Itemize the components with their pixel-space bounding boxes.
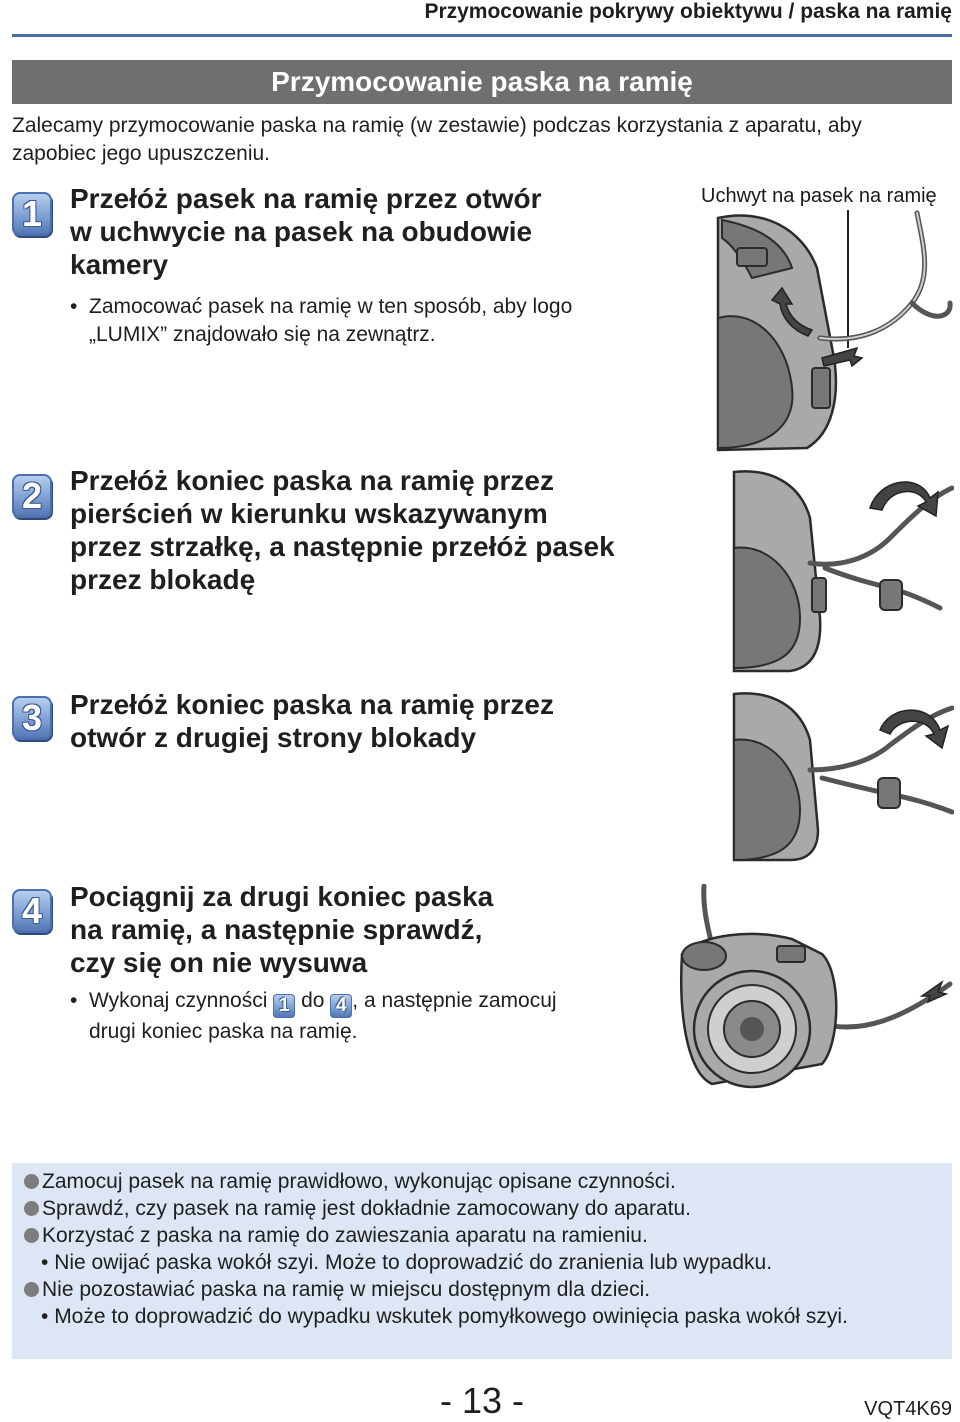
note-text: Korzystać z paska na ramię do zawieszania aparatu na ramieniu. (42, 1224, 648, 1247)
step-1-bullet-line: „LUMIX” znajdowało się na zewnątrz. (89, 323, 436, 346)
header-rule (12, 34, 952, 37)
note-item (24, 1276, 952, 1303)
running-header: Przymocowanie pokrywy obiektywu / paska na ramię (424, 0, 952, 23)
step-3-badge: 3 (12, 696, 52, 740)
step-2-title-line: przez blokadę (70, 564, 256, 595)
step-3-illustration (730, 690, 954, 862)
step-2-title-line: przez strzałkę, a następnie przełóż pasek (70, 531, 615, 562)
lens-center (740, 1017, 764, 1041)
step-2-title-line: pierścień w kierunku wskazywanym (70, 498, 548, 529)
strap-eyelet-label: Uchwyt na pasek na ramię (701, 185, 937, 207)
bullet-dot: • (70, 989, 78, 1012)
strap-lock-shape (880, 580, 902, 610)
mode-dial-shape (682, 942, 726, 970)
note-text: Zamocuj pasek na ramię prawidłowo, wykonując opisane czynności. (42, 1170, 676, 1193)
bullet-dot: • (70, 295, 78, 318)
note-item (24, 1168, 952, 1195)
step-2-title-line: Przełóż koniec paska na ramię przez (70, 465, 554, 496)
step-4-bullet-text: Wykonaj czynności (89, 989, 268, 1012)
page-number: - 13 - (440, 1380, 525, 1421)
step-1-bullet (70, 293, 690, 349)
strap-lock-shape (878, 778, 900, 808)
step-1-illustration (712, 208, 954, 453)
step-3-title-line: Przełóż koniec paska na ramię przez (70, 689, 554, 720)
step-4-bullet (70, 987, 670, 1046)
step-4-badge: 4 (12, 889, 52, 933)
step-1-title-line: kamery (70, 249, 169, 280)
step-4-title-line: na ramię, a następnie sprawdź, (70, 914, 483, 945)
notes-box (12, 1163, 952, 1359)
step-1-bullet-line: Zamocować pasek na ramię w ten sposób, aby logo (89, 295, 573, 318)
step-ref-badge-1: 1 (273, 994, 295, 1018)
strap-path (820, 213, 925, 339)
bullet-circle-icon (24, 1174, 39, 1189)
note-subtext: Może to doprowadzić do wypadku wskutek pomyłkowego owinięcia paska wokół szyi. (54, 1305, 848, 1328)
step-4-illustration (672, 884, 954, 1094)
step-4-bullet-text: , a następnie zamocuj (352, 989, 557, 1012)
note-subitem (24, 1303, 928, 1330)
note-item (24, 1222, 952, 1249)
note-text: Sprawdź, czy pasek na ramię jest dokładnie zamocowany do aparatu. (42, 1197, 692, 1220)
step-1-title-line: w uchwycie na pasek na obudowie (70, 216, 533, 247)
step-1-badge: 1 (12, 192, 52, 236)
side-door-shape (812, 578, 826, 612)
step-1-text (70, 182, 690, 349)
notes-list (12, 1163, 952, 1330)
step-1-title (70, 182, 690, 281)
camera-button-shape (737, 248, 767, 266)
step-ref-badge-4: 4 (330, 994, 352, 1018)
section-title: Przymocowanie paska na ramię (271, 66, 693, 97)
step-2-illustration (730, 468, 954, 673)
step-1-title-line: Przełóż pasek na ramię przez otwór (70, 183, 542, 214)
intro-paragraph: Zalecamy przymocowanie paska na ramię (w zestawie) podczas korzystania z aparatu, aby zapobiec jego upuszczeniu. (12, 114, 862, 165)
document-code: VQT4K69 (864, 1398, 952, 1420)
step-4-title-line: Pociągnij za drugi koniec paska (70, 881, 494, 912)
bullet-circle-icon (24, 1282, 39, 1297)
note-subtext: Nie owijać paska wokół szyi. Może to doprowadzić do zranienia lub wypadku. (54, 1251, 773, 1274)
step-3-title (70, 688, 710, 754)
bullet-dot: • (41, 1305, 55, 1328)
strap-loop (912, 303, 950, 316)
step-2-title (70, 464, 710, 596)
side-door-shape (812, 368, 830, 408)
rotate-arrow-icon (870, 482, 938, 516)
step-2-badge: 2 (12, 474, 52, 518)
strap-highlight (820, 213, 925, 339)
step-4-text (70, 880, 670, 1046)
flash-shape (777, 946, 805, 962)
note-subitem (24, 1249, 952, 1276)
step-3-title-line: otwór z drugiej strony blokady (70, 722, 477, 753)
note-text: Nie pozostawiać paska na ramię w miejscu dostępnym dla dzieci. (42, 1278, 651, 1301)
step-4-title (70, 880, 670, 979)
bullet-dot: • (41, 1251, 55, 1274)
section-title-bar (12, 60, 952, 104)
step-4-title-line: czy się on nie wysuwa (70, 947, 368, 978)
bullet-circle-icon (24, 1228, 39, 1243)
bullet-circle-icon (24, 1201, 39, 1216)
note-item (24, 1195, 952, 1222)
step-4-bullet-line: drugi koniec paska na ramię. (89, 1020, 358, 1043)
step-4-bullet-text: do (301, 989, 325, 1012)
